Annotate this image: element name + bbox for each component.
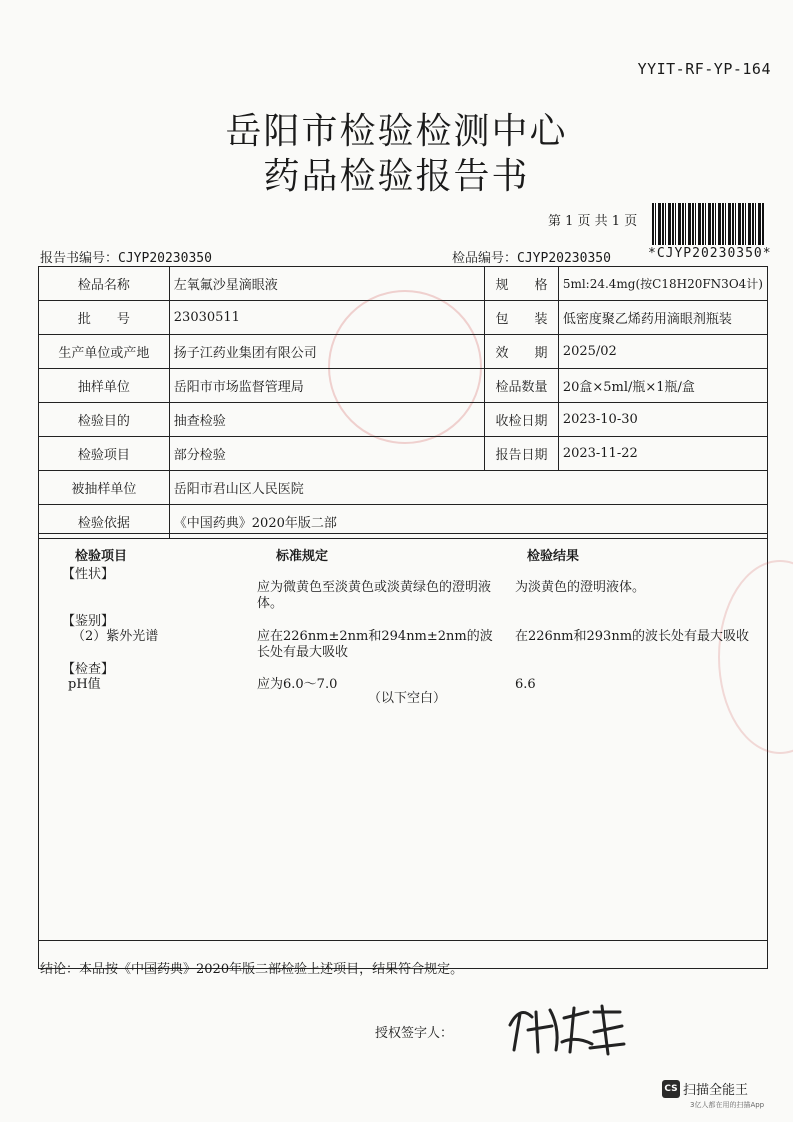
table-row bbox=[39, 437, 768, 471]
table-row bbox=[39, 471, 768, 505]
report-number bbox=[40, 247, 212, 266]
col-header-result: 检验结果 bbox=[527, 549, 580, 564]
table-row bbox=[39, 403, 768, 437]
info-table bbox=[38, 266, 768, 539]
page-subtitle: 药品检验报告书 bbox=[263, 156, 530, 197]
signature bbox=[490, 990, 630, 1060]
section-appearance: 【性状】 bbox=[62, 567, 115, 582]
result-ph: 6.6 bbox=[515, 677, 536, 692]
report-date-value: 2023-11-22 bbox=[558, 437, 767, 471]
report-date-label: 报告日期 bbox=[485, 437, 559, 471]
pack-label: 包 装 bbox=[485, 301, 559, 335]
recv-date-label: 收检日期 bbox=[485, 403, 559, 437]
basis-value: 《中国药典》2020年版二部 bbox=[169, 505, 767, 539]
basis-label: 检验依据 bbox=[39, 505, 170, 539]
col-header-standard: 标准规定 bbox=[276, 549, 329, 564]
item-value: 部分检验 bbox=[169, 437, 485, 471]
batch-value: 23030511 bbox=[169, 301, 485, 335]
page-title: 岳阳市检验检测中心 bbox=[225, 111, 568, 152]
std-ph: 应为6.0～7.0 bbox=[257, 677, 338, 692]
recv-date-value: 2023-10-30 bbox=[558, 403, 767, 437]
divider bbox=[38, 940, 768, 941]
conclusion: 结论：本品按《中国药典》2020年版二部检验上述项目，结果符合规定。 bbox=[40, 962, 464, 977]
sample-number bbox=[452, 247, 611, 266]
col-header-item: 检验项目 bbox=[75, 549, 128, 564]
scanner-logo-icon: CS bbox=[662, 1080, 680, 1098]
section-tests: 【检查】 bbox=[62, 662, 115, 677]
purpose-label: 检验目的 bbox=[39, 403, 170, 437]
sampled-unit-value: 岳阳市君山区人民医院 bbox=[169, 471, 767, 505]
table-row bbox=[39, 301, 768, 335]
scanner-watermark bbox=[662, 1078, 748, 1098]
result-appearance: 为淡黄色的澄明液体。 bbox=[515, 580, 646, 595]
maker-label: 生产单位或产地 bbox=[39, 335, 170, 369]
barcode-text: *CJYP20230350* bbox=[648, 246, 772, 261]
scanner-tagline: 3亿人都在用的扫描App bbox=[690, 1101, 765, 1109]
batch-label: 批 号 bbox=[39, 301, 170, 335]
std-appearance: 应为微黄色至淡黄色或淡黄绿色的澄明液体。 bbox=[257, 580, 492, 611]
signatory-label: 授权签字人： bbox=[375, 1026, 454, 1041]
item-uv-spectrum: （2）紫外光谱 bbox=[72, 629, 159, 644]
qty-label: 检品数量 bbox=[485, 369, 559, 403]
blank-note: （以下空白） bbox=[368, 691, 447, 706]
page-info: 第 1 页 共 1 页 bbox=[548, 214, 638, 229]
sample-number-label: 检品编号： bbox=[452, 251, 518, 266]
barcode bbox=[652, 203, 764, 245]
name-label: 检品名称 bbox=[39, 267, 170, 301]
item-ph: pH值 bbox=[68, 677, 101, 692]
report-number-label: 报告书编号： bbox=[40, 251, 119, 266]
sampler-label: 抽样单位 bbox=[39, 369, 170, 403]
sampler-value: 岳阳市市场监督管理局 bbox=[169, 369, 485, 403]
document-code: YYIT-RF-YP-164 bbox=[637, 60, 771, 78]
scanner-app-name: 扫描全能王 bbox=[683, 1083, 749, 1098]
maker-value: 扬子江药业集团有限公司 bbox=[169, 335, 485, 369]
table-row bbox=[39, 369, 768, 403]
report-number-value: CJYP20230350 bbox=[118, 251, 212, 266]
table-row bbox=[39, 335, 768, 369]
table-row bbox=[39, 267, 768, 301]
expiry-value: 2025/02 bbox=[558, 335, 767, 369]
qty-value: 20盒×5ml/瓶×1瓶/盒 bbox=[558, 369, 767, 403]
name-value: 左氧氟沙星滴眼液 bbox=[169, 267, 485, 301]
item-label: 检验项目 bbox=[39, 437, 170, 471]
spec-label: 规 格 bbox=[485, 267, 559, 301]
pack-value: 低密度聚乙烯药用滴眼剂瓶装 bbox=[558, 301, 767, 335]
sample-number-value: CJYP20230350 bbox=[517, 251, 611, 266]
section-identification: 【鉴别】 bbox=[62, 614, 115, 629]
expiry-label: 效 期 bbox=[485, 335, 559, 369]
result-uv-spectrum: 在226nm和293nm的波长处有最大吸收 bbox=[515, 629, 750, 644]
std-uv-spectrum: 应在226nm±2nm和294nm±2nm的波长处有最大吸收 bbox=[257, 629, 493, 660]
sampled-unit-label: 被抽样单位 bbox=[39, 471, 170, 505]
purpose-value: 抽查检验 bbox=[169, 403, 485, 437]
spec-value: 5ml:24.4mg(按C18H20FN3O4计) bbox=[558, 267, 767, 301]
